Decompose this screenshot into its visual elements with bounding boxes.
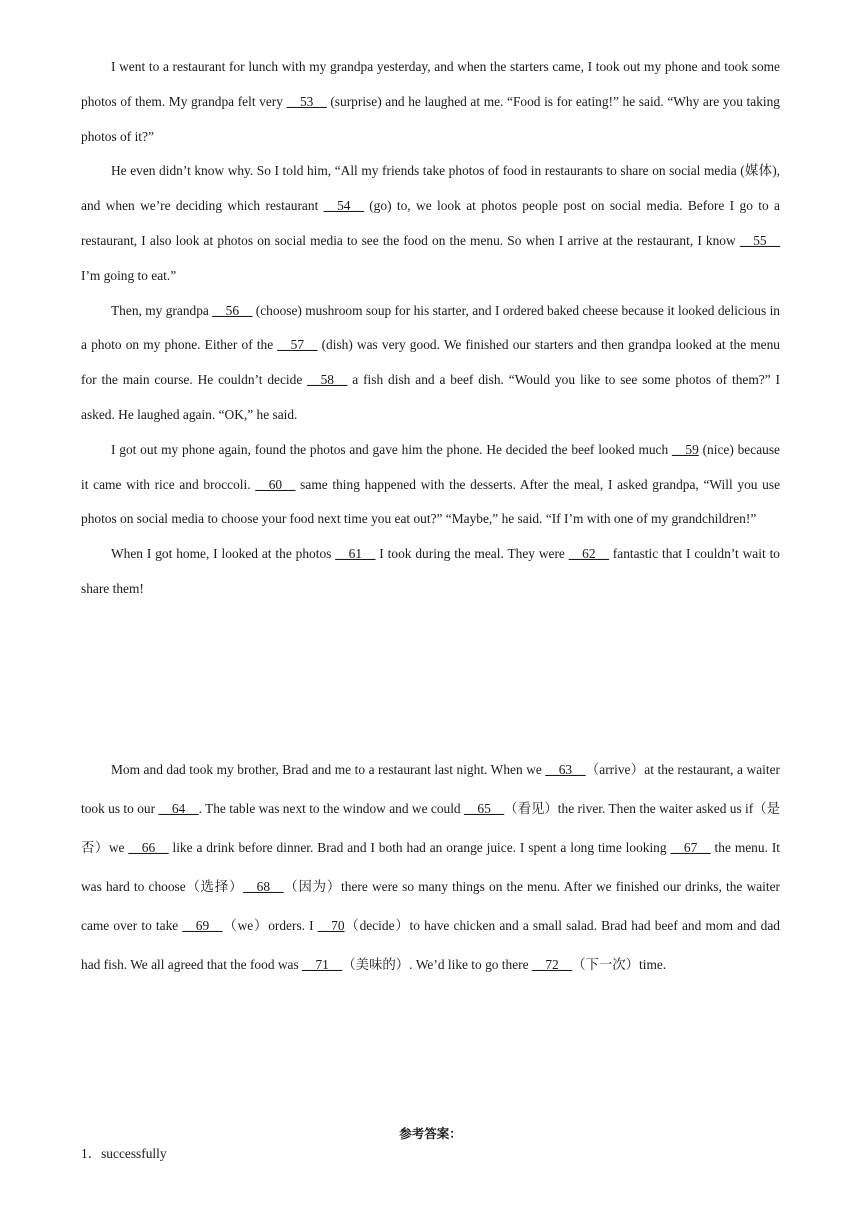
paragraph-3 xyxy=(81,294,780,433)
paragraph-4 xyxy=(81,433,780,537)
blank-60: __60__ xyxy=(255,476,296,492)
text: (choose) mushroom soup for his starter, and I ordered baked cheese because it looked delicious in a photo on my phone. Either of the xyxy=(81,302,780,353)
text: I’m going to eat.” xyxy=(81,267,177,283)
text: I took during the meal. They were xyxy=(375,546,569,562)
blank-69: __69__ xyxy=(182,918,223,933)
blank-67: __67__ xyxy=(670,840,711,855)
blank-68: __68__ xyxy=(243,879,284,894)
paragraph-5 xyxy=(81,537,780,607)
text: （因为）there were so many things on the menu. After we finished our drinks, the waiter came over to take xyxy=(81,879,780,933)
text: （we）orders. I xyxy=(222,918,318,933)
blank-70: __70 xyxy=(317,918,345,933)
text: （下一次）time. xyxy=(572,957,667,972)
text: I got out my phone again, found the photos and gave him the phone. He decided the beef looked much xyxy=(111,441,672,457)
blank-62: __62__ xyxy=(568,546,609,562)
text: （arrive）at the restaurant, a waiter took us to our xyxy=(81,762,780,816)
text: Then, my grandpa xyxy=(111,302,213,318)
text: (surprise) and he laughed at me. “Food is for eating!” he said. “Why are you taking photos of it?” xyxy=(81,93,780,144)
answer-item xyxy=(81,1143,167,1162)
blank-59: __59 xyxy=(672,441,699,457)
passage-family-dinner xyxy=(81,750,780,984)
blank-61: __61__ xyxy=(335,546,376,562)
blank-66: __66__ xyxy=(128,840,169,855)
text: . The table was next to the window and we could xyxy=(198,801,464,816)
answer-number: 1． xyxy=(81,1146,102,1161)
blank-54: __54__ xyxy=(323,198,364,214)
blank-56: __56__ xyxy=(212,302,253,318)
blank-58: __58__ xyxy=(307,372,348,388)
blank-65: __65__ xyxy=(463,801,505,816)
blank-53: __53__ xyxy=(286,93,327,109)
answer-key-title: 参考答案： xyxy=(399,1126,462,1141)
text: same thing happened with the desserts. After the meal, I asked grandpa, “Will you use photos on social media to choose your food next time you eat out?” “Maybe,” he said. “If I’m with one of my grandchildren!” xyxy=(81,476,781,527)
text: a fish dish and a beef dish. “Would you like to see some photos of them?” I asked. He laughed again. “OK,” he said. xyxy=(81,372,780,422)
text: （看见）the river. Then the waiter asked us if（是否）we xyxy=(81,801,780,855)
paragraph-2 xyxy=(81,154,780,293)
paragraph-1 xyxy=(81,50,780,154)
blank-64: __64__ xyxy=(158,801,199,816)
text: (nice) because it came with rice and broccoli. xyxy=(81,441,780,492)
blank-55: __55__ xyxy=(739,232,780,248)
blank-72: __72__ xyxy=(531,957,573,972)
text: the menu. It was hard to choose（选择） xyxy=(81,840,780,894)
text: (dish) was very good. We finished our starters and then grandpa looked at the menu for the main course. He couldn’t decide xyxy=(81,337,780,388)
text: Mom and dad took my brother, Brad and me to a restaurant last night. When we xyxy=(111,762,546,777)
text: like a drink before dinner. Brad and I both had an orange juice. I spent a long time looking xyxy=(168,840,671,855)
blank-63: __63__ xyxy=(545,762,586,777)
text: He even didn’t know why. So I told him, “All my friends take photos of food in restaurants to share on social media (媒体), and when we’re deciding which restaurant xyxy=(81,163,780,214)
text: I went to a restaurant for lunch with my grandpa yesterday, and when the starters came, I took out my phone and took some photos of them. My grandpa felt very xyxy=(81,59,780,109)
text: （decide）to have chicken and a small salad. Brad had beef and mom and dad had fish. We all agreed that the food was xyxy=(81,918,780,972)
passage-restaurant-photos xyxy=(81,50,780,607)
blank-57: __57__ xyxy=(277,337,318,353)
text: （美味的）. We’d like to go there xyxy=(342,957,532,972)
answer-text: successfully xyxy=(101,1146,167,1161)
text: fantastic that I couldn’t wait to share them! xyxy=(81,546,780,596)
text: When I got home, I looked at the photos xyxy=(111,546,336,562)
paragraph-family-dinner xyxy=(81,750,780,984)
blank-71: __71__ xyxy=(302,957,343,972)
text: (go) to, we look at photos people post on social media. Before I go to a restaurant, I also look at photos on social media to see the food on the menu. So when I arrive at the restaurant, I know xyxy=(81,198,780,248)
